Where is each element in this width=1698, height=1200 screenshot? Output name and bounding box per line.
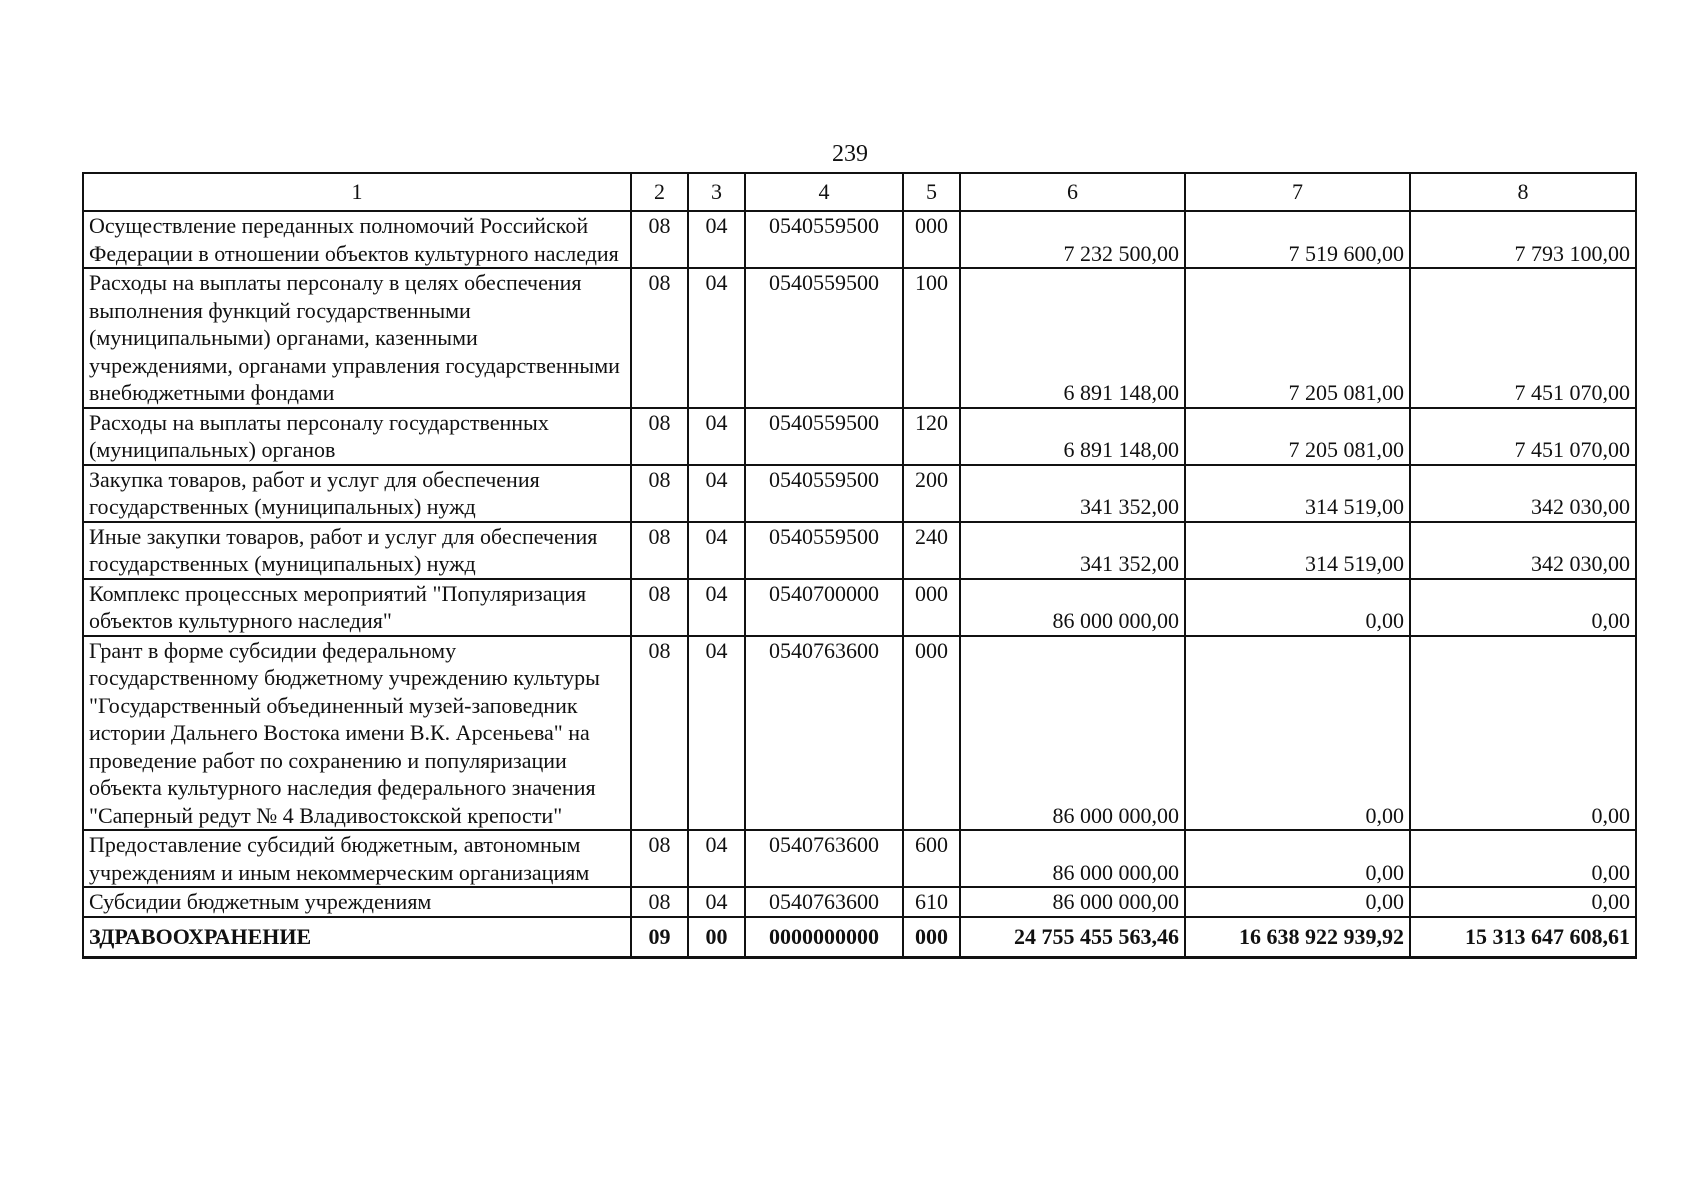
row-section-code: 08 (631, 522, 688, 579)
table-row (83, 522, 1636, 579)
row-amount-col-6: 7 232 500,00 (960, 211, 1185, 268)
page-number: 239 (832, 141, 868, 167)
row-target-article-code: 0540559500 (745, 211, 903, 268)
table-row (83, 465, 1636, 522)
row-expense-type-code: 000 (903, 579, 960, 636)
row-subsection-code: 04 (688, 408, 745, 465)
row-amount-col-6: 86 000 000,00 (960, 579, 1185, 636)
row-amount-col-6: 86 000 000,00 (960, 887, 1185, 917)
table-row (83, 636, 1636, 831)
table-row (83, 211, 1636, 268)
row-amount-col-7: 314 519,00 (1185, 465, 1410, 522)
row-section-code: 08 (631, 830, 688, 887)
row-subsection-code: 00 (688, 917, 745, 958)
row-amount-col-8: 0,00 (1410, 579, 1636, 636)
row-section-code: 08 (631, 211, 688, 268)
header-cell-8: 8 (1410, 173, 1636, 211)
row-amount-col-8: 7 451 070,00 (1410, 268, 1636, 408)
table-row (83, 408, 1636, 465)
row-name: Расходы на выплаты персоналу государственных (муниципальных) органов (83, 408, 631, 465)
row-target-article-code: 0540559500 (745, 465, 903, 522)
row-amount-col-8: 0,00 (1410, 636, 1636, 831)
header-cell-6: 6 (960, 173, 1185, 211)
header-cell-1: 1 (83, 173, 631, 211)
row-name: Предоставление субсидий бюджетным, автономным учреждениям и иным некоммерческим организациям (83, 830, 631, 887)
row-target-article-code: 0540763600 (745, 636, 903, 831)
row-subsection-code: 04 (688, 211, 745, 268)
row-subsection-code: 04 (688, 579, 745, 636)
row-expense-type-code: 600 (903, 830, 960, 887)
row-amount-col-7: 0,00 (1185, 636, 1410, 831)
row-section-code: 09 (631, 917, 688, 958)
table-row (83, 887, 1636, 917)
row-amount-col-8: 342 030,00 (1410, 465, 1636, 522)
row-subsection-code: 04 (688, 830, 745, 887)
table-row (83, 830, 1636, 887)
budget-table (82, 172, 1637, 959)
row-name: Субсидии бюджетным учреждениям (83, 887, 631, 917)
row-amount-col-7: 16 638 922 939,92 (1185, 917, 1410, 958)
row-expense-type-code: 000 (903, 211, 960, 268)
row-amount-col-6: 24 755 455 563,46 (960, 917, 1185, 958)
row-target-article-code: 0540763600 (745, 887, 903, 917)
row-name: Расходы на выплаты персоналу в целях обеспечения выполнения функций государственными (муниципальными) органами, казенными учреждениями, органами управления государственными внебюджетными фондами (83, 268, 631, 408)
row-section-code: 08 (631, 579, 688, 636)
row-amount-col-7: 7 205 081,00 (1185, 268, 1410, 408)
table-row (83, 268, 1636, 408)
row-target-article-code: 0540700000 (745, 579, 903, 636)
header-cell-7: 7 (1185, 173, 1410, 211)
header-cell-2: 2 (631, 173, 688, 211)
row-target-article-code: 0000000000 (745, 917, 903, 958)
row-target-article-code: 0540763600 (745, 830, 903, 887)
row-amount-col-6: 86 000 000,00 (960, 830, 1185, 887)
row-target-article-code: 0540559500 (745, 408, 903, 465)
row-name: Иные закупки товаров, работ и услуг для обеспечения государственных (муниципальных) нужд (83, 522, 631, 579)
row-amount-col-7: 314 519,00 (1185, 522, 1410, 579)
row-section-code: 08 (631, 636, 688, 831)
row-name: Грант в форме субсидии федеральному государственному бюджетному учреждению культуры "Государственный объединенный музей-заповедник истории Дальнего Востока имени В.К. Арсеньева" на проведение работ по сохранению и популяризации объекта культурного наследия федерального значения "Саперный редут № 4 Владивостокской крепости" (83, 636, 631, 831)
row-subsection-code: 04 (688, 465, 745, 522)
row-amount-col-6: 86 000 000,00 (960, 636, 1185, 831)
row-target-article-code: 0540559500 (745, 268, 903, 408)
row-amount-col-7: 0,00 (1185, 887, 1410, 917)
table-row (83, 579, 1636, 636)
row-amount-col-7: 7 519 600,00 (1185, 211, 1410, 268)
table-body (83, 173, 1636, 957)
row-expense-type-code: 200 (903, 465, 960, 522)
row-expense-type-code: 240 (903, 522, 960, 579)
row-name: Комплекс процессных мероприятий "Популяризация объектов культурного наследия" (83, 579, 631, 636)
row-section-code: 08 (631, 465, 688, 522)
row-amount-col-8: 0,00 (1410, 830, 1636, 887)
row-amount-col-7: 7 205 081,00 (1185, 408, 1410, 465)
header-cell-3: 3 (688, 173, 745, 211)
row-amount-col-7: 0,00 (1185, 579, 1410, 636)
row-subsection-code: 04 (688, 522, 745, 579)
row-expense-type-code: 610 (903, 887, 960, 917)
row-amount-col-6: 6 891 148,00 (960, 408, 1185, 465)
row-expense-type-code: 120 (903, 408, 960, 465)
row-section-code: 08 (631, 408, 688, 465)
row-expense-type-code: 100 (903, 268, 960, 408)
header-cell-5: 5 (903, 173, 960, 211)
row-amount-col-7: 0,00 (1185, 830, 1410, 887)
row-subsection-code: 04 (688, 268, 745, 408)
row-expense-type-code: 000 (903, 636, 960, 831)
row-section-code: 08 (631, 268, 688, 408)
row-subsection-code: 04 (688, 636, 745, 831)
row-subsection-code: 04 (688, 887, 745, 917)
row-amount-col-8: 7 793 100,00 (1410, 211, 1636, 268)
header-row (83, 173, 1636, 211)
total-row (83, 917, 1636, 958)
row-amount-col-6: 341 352,00 (960, 465, 1185, 522)
row-amount-col-8: 7 451 070,00 (1410, 408, 1636, 465)
row-amount-col-8: 0,00 (1410, 887, 1636, 917)
row-amount-col-8: 15 313 647 608,61 (1410, 917, 1636, 958)
row-target-article-code: 0540559500 (745, 522, 903, 579)
row-expense-type-code: 000 (903, 917, 960, 958)
row-name: ЗДРАВООХРАНЕНИЕ (83, 917, 631, 958)
row-amount-col-6: 6 891 148,00 (960, 268, 1185, 408)
row-name: Осуществление переданных полномочий Российской Федерации в отношении объектов культурного наследия (83, 211, 631, 268)
row-amount-col-8: 342 030,00 (1410, 522, 1636, 579)
row-section-code: 08 (631, 887, 688, 917)
row-name: Закупка товаров, работ и услуг для обеспечения государственных (муниципальных) нужд (83, 465, 631, 522)
row-amount-col-6: 341 352,00 (960, 522, 1185, 579)
header-cell-4: 4 (745, 173, 903, 211)
